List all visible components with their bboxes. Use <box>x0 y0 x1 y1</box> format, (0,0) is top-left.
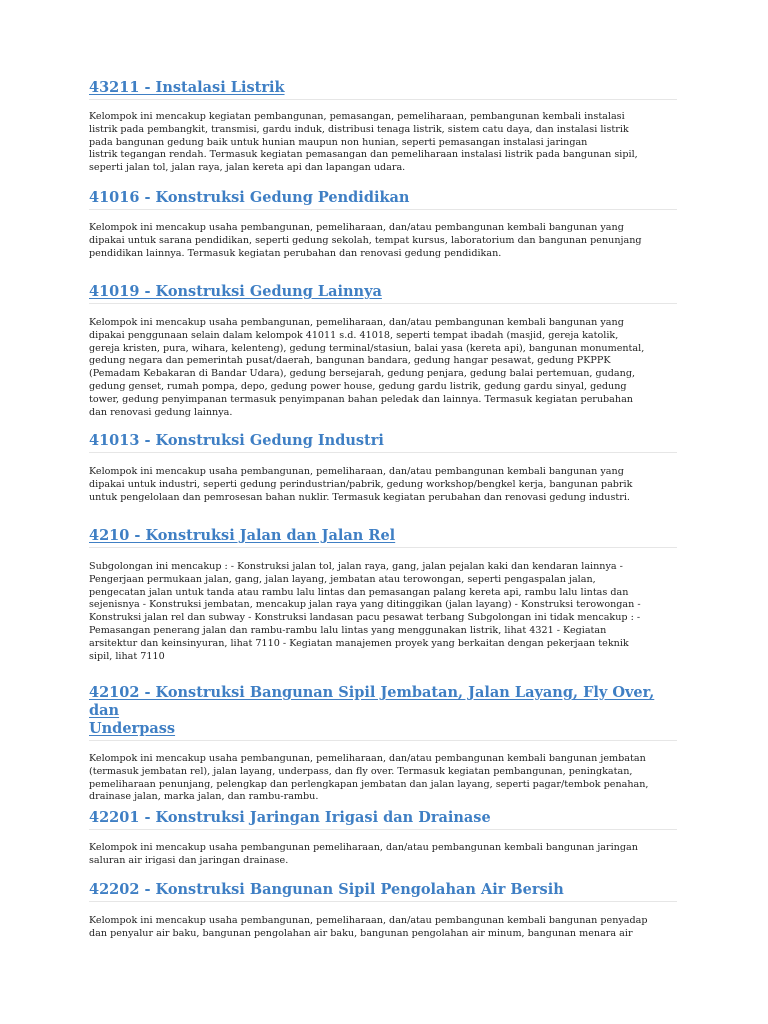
section-42202 <box>89 881 677 941</box>
body-line: dipakai untuk industri, seperti gedung perindustrian/pabrik, gedung workshop/bengkel kerja, bangunan pabrik <box>89 478 633 490</box>
section-body-4210 <box>89 561 677 663</box>
body-line: dipakai untuk sarana pendidikan, seperti gedung sekolah, tempat kursus, laboratorium dan bangunan penunjang <box>89 234 642 246</box>
body-line: pengecatan jalan untuk tanda atau rambu lalu lintas dan pemasangan palang kereta api, rambu lalu lintas dan <box>89 586 629 598</box>
section-title-43211[interactable]: 43211 - Instalasi Listrik <box>89 79 677 100</box>
body-line: Kelompok ini mencakup usaha pembangunan, pemeliharaan, dan/atau pembangunan kembali bangunan yang <box>89 222 624 233</box>
body-line: sejenisnya - Konstruksi jembatan, mencakup jalan raya yang ditinggikan (jalan layang) - Konstruksi terowongan - <box>89 599 641 611</box>
section-body-43211 <box>89 111 677 175</box>
section-41013 <box>89 432 677 504</box>
section-title-42102[interactable] <box>89 684 677 741</box>
body-line: Subgolongan ini mencakup : - Konstruksi jalan tol, jalan raya, gang, jalan pejalan kaki dan kendaran lainnya - <box>89 561 623 572</box>
body-line: Kelompok ini mencakup usaha pembangunan pemeliharaan, dan/atau pembangunan kembali bangunan jaringan <box>89 842 638 853</box>
body-line: Pengerjaan permukaan jalan, gang, jalan layang, jembatan atau terowongan, seperti pengaspalan jalan, <box>89 573 596 585</box>
body-line: Konstruksi jalan rel dan subway - Konstruksi landasan pacu pesawat terbang Subgolongan ini tidak mencakup : - <box>89 612 641 624</box>
section-body-42202 <box>89 915 677 941</box>
section-title-42202: 42202 - Konstruksi Bangunan Sipil Pengolahan Air Bersih <box>89 881 677 902</box>
body-line: arsitektur dan keinsinyuran, lihat 7110 - Kegiatan manajemen proyek yang berkaitan dengan pekerjaan teknik <box>89 637 629 649</box>
body-line: Kelompok ini mencakup usaha pembangunan, pemeliharaan, dan/atau pembangunan kembali bangunan jembatan <box>89 753 646 764</box>
section-41016 <box>89 189 677 260</box>
body-line: Kelompok ini mencakup usaha pembangunan, pemeliharaan, dan/atau pembangunan kembali bangunan penyadap <box>89 915 648 926</box>
body-line: (Pemadam Kebakaran di Bandar Udara), gedung bersejarah, gedung penjara, gedung balai pertemuan, gudang, <box>89 368 636 380</box>
body-line: tower, gedung penyimpanan termasuk penyimpanan bahan peledak dan lainnya. Termasuk kegiatan perubahan <box>89 393 633 405</box>
section-body-42201 <box>89 842 677 868</box>
section-title-41016: 41016 - Konstruksi Gedung Pendidikan <box>89 189 677 210</box>
body-line: pemeliharaan penunjang, pelengkap dan perlengkapan jembatan dan jalan layang, seperti pagar/tembok penahan, <box>89 778 649 790</box>
section-title-41019[interactable]: 41019 - Konstruksi Gedung Lainnya <box>89 283 677 304</box>
body-line: drainase jalan, marka jalan, dan rambu-rambu. <box>89 791 319 803</box>
section-body-41013 <box>89 466 677 504</box>
section-4210 <box>89 527 677 663</box>
section-42201 <box>89 809 677 868</box>
body-line: gedung genset, rumah pompa, depo, gedung power house, gedung gardu listrik, gedung gardu sinyal, gedung <box>89 380 627 392</box>
section-title-4210[interactable]: 4210 - Konstruksi Jalan dan Jalan Rel <box>89 527 677 548</box>
section-body-41019 <box>89 317 677 419</box>
section-title-41013: 41013 - Konstruksi Gedung Industri <box>89 432 677 453</box>
section-title-42102-line2: Underpass <box>89 720 176 737</box>
section-body-41016 <box>89 222 677 260</box>
body-line: dipakai penggunaan selain dalam kelompok 41011 s.d. 41018, seperti tempat ibadah (masjid, gereja katolik, <box>89 329 619 341</box>
section-body-42102 <box>89 753 677 804</box>
body-line: gedung negara dan pemerintah pusat/daerah, bangunan bandara, gedung hangar pesawat, gedung PKPPK <box>89 355 611 367</box>
section-42102 <box>89 684 677 804</box>
body-line: saluran air irigasi dan jaringan drainase. <box>89 854 289 866</box>
body-line: sipil, lihat 7110 <box>89 650 165 662</box>
body-line: seperti jalan tol, jalan raya, jalan kereta api dan lapangan udara. <box>89 162 406 174</box>
body-line: dan penyalur air baku, bangunan pengolahan air baku, bangunan pengolahan air minum, bangunan menara air <box>89 927 633 939</box>
section-title-42201: 42201 - Konstruksi Jaringan Irigasi dan Drainase <box>89 809 677 830</box>
body-line: Kelompok ini mencakup usaha pembangunan, pemeliharaan, dan/atau pembangunan kembali bangunan yang <box>89 317 624 328</box>
body-line: gereja kristen, pura, wihara, kelenteng), gedung terminal/stasiun, balai yasa (kereta api), bangunan monumental, <box>89 342 645 354</box>
body-line: pendidikan lainnya. Termasuk kegiatan perubahan dan renovasi gedung pendidikan. <box>89 247 502 259</box>
body-line: Kelompok ini mencakup kegiatan pembangunan, pemasangan, pemeliharaan, pembangunan kembali instalasi <box>89 111 625 122</box>
body-line: listrik pada pembangkit, transmisi, gardu induk, distribusi tenaga listrik, sistem catu daya, dan instalasi listrik <box>89 123 629 135</box>
section-title-42102-line1: 42102 - Konstruksi Bangunan Sipil Jembatan, Jalan Layang, Fly Over, dan <box>89 684 655 719</box>
section-41019 <box>89 283 677 419</box>
body-line: dan renovasi gedung lainnya. <box>89 406 233 418</box>
body-line: untuk pengelolaan dan pemrosesan bahan nuklir. Termasuk kegiatan perubahan dan renovasi gedung industri. <box>89 491 630 503</box>
body-line: Pemasangan penerang jalan dan rambu-rambu lalu lintas yang menggunakan listrik, lihat 4321 - Kegiatan <box>89 624 607 636</box>
body-line: pada bangunan gedung baik untuk hunian maupun non hunian, seperti pemasangan instalasi jaringan <box>89 136 588 148</box>
section-43211 <box>89 79 677 175</box>
body-line: Kelompok ini mencakup usaha pembangunan, pemeliharaan, dan/atau pembangunan kembali bangunan yang <box>89 466 624 477</box>
body-line: (termasuk jembatan rel), jalan layang, underpass, dan fly over. Termasuk kegiatan pembangunan, peningkatan, <box>89 765 633 777</box>
body-line: listrik tegangan rendah. Termasuk kegiatan pemasangan dan pemeliharaan instalasi listrik pada bangunan sipil, <box>89 149 638 161</box>
